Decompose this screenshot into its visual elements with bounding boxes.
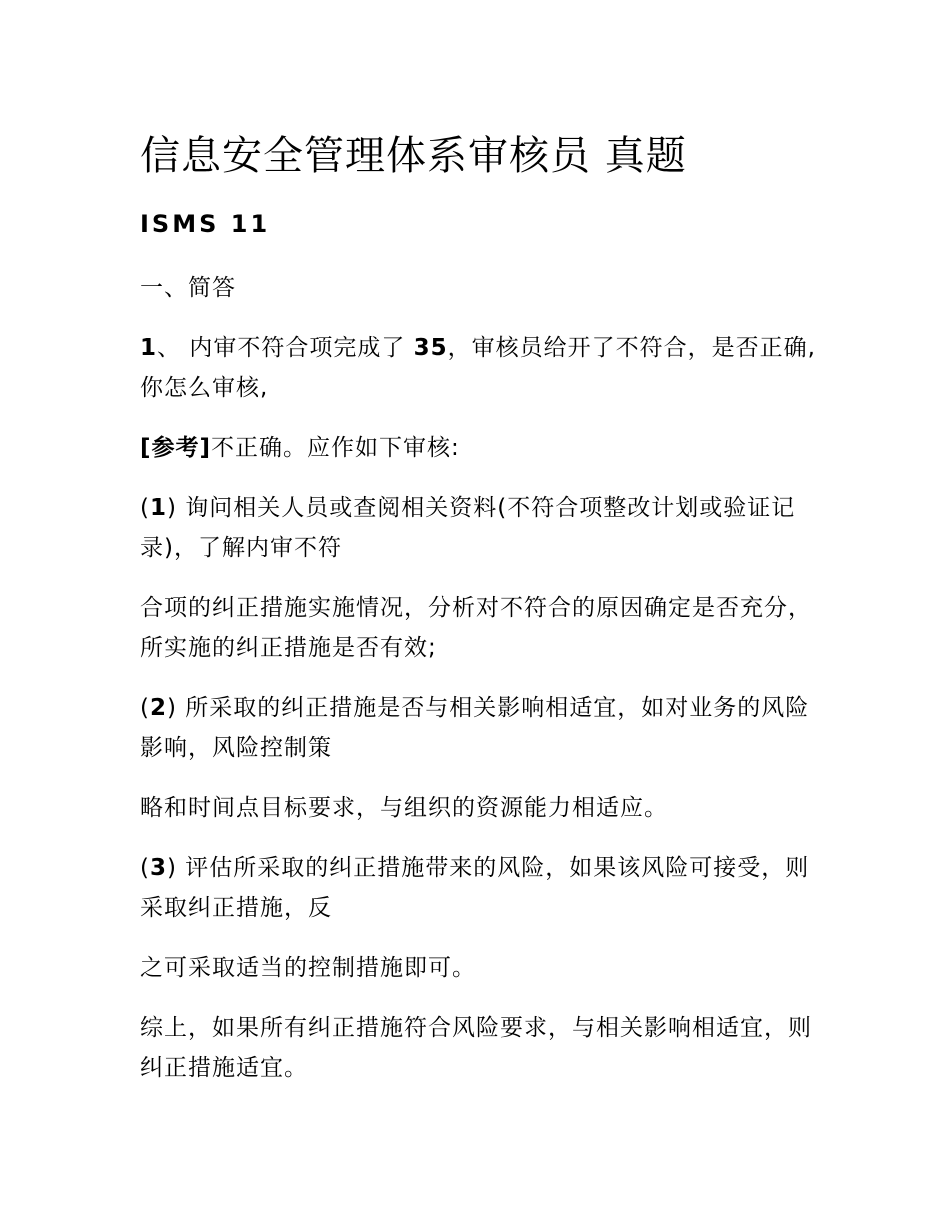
section-heading: 一、简答: [140, 275, 236, 301]
question-separator: 、: [157, 335, 190, 361]
point-3-line-a: [140, 848, 820, 928]
point-1-line-a: [140, 488, 820, 568]
point-2-number: 2: [149, 695, 167, 721]
point-2-line-b: 略和时间点目标要求，与组织的资源能力相适应。: [140, 795, 668, 821]
point-2-text-a: 所采取的纠正措施是否与相关影响相适宜，如对业务的风险影响，风险控制策: [140, 695, 810, 761]
point-3-open: (: [140, 855, 150, 881]
question-number: 1: [140, 335, 158, 361]
point-1-text-a: 询问相关人员或查阅相关资料(不符合项整改计划或验证记录)，了解内审不符: [140, 495, 796, 561]
point-3-number: 3: [149, 855, 167, 881]
answer-intro: [140, 428, 820, 468]
page-title: 信息安全管理体系审核员 真题: [140, 133, 687, 179]
document-subtitle: ISMS 11: [140, 210, 271, 238]
question-text-part1: 内审不符合项完成了: [189, 335, 414, 361]
point-3-line-b: 之可采取适当的控制措施即可。: [140, 955, 476, 981]
point-2-open: (: [140, 695, 150, 721]
point-1-number: 1: [149, 495, 167, 521]
point-1-line-b: 合项的纠正措施实施情况，分析对不符合的原因确定是否充分，所实施的纠正措施是否有效;: [140, 595, 812, 661]
point-2-close: ): [167, 695, 177, 721]
document-page: [140, 128, 820, 1108]
point-3-close: ): [167, 855, 177, 881]
answer-text: 不正确。应作如下审核:: [211, 435, 460, 461]
point-2-line-a: [140, 688, 820, 768]
question-1: [140, 328, 820, 408]
point-1-close: ): [167, 495, 177, 521]
question-highlight-number: 35: [413, 335, 448, 361]
point-1-open: (: [140, 495, 150, 521]
question-text-part2: ，审核员给开了不符合，是否正确,你怎么审核,: [140, 335, 816, 401]
point-3-text-a: 评估所采取的纠正措施带来的风险，如果该风险可接受，则采取纠正措施，反: [140, 855, 810, 921]
conclusion: 综上，如果所有纠正措施符合风险要求，与相关影响相适宜，则纠正措施适宜。: [140, 1015, 812, 1081]
answer-label: [参考]: [140, 435, 212, 461]
